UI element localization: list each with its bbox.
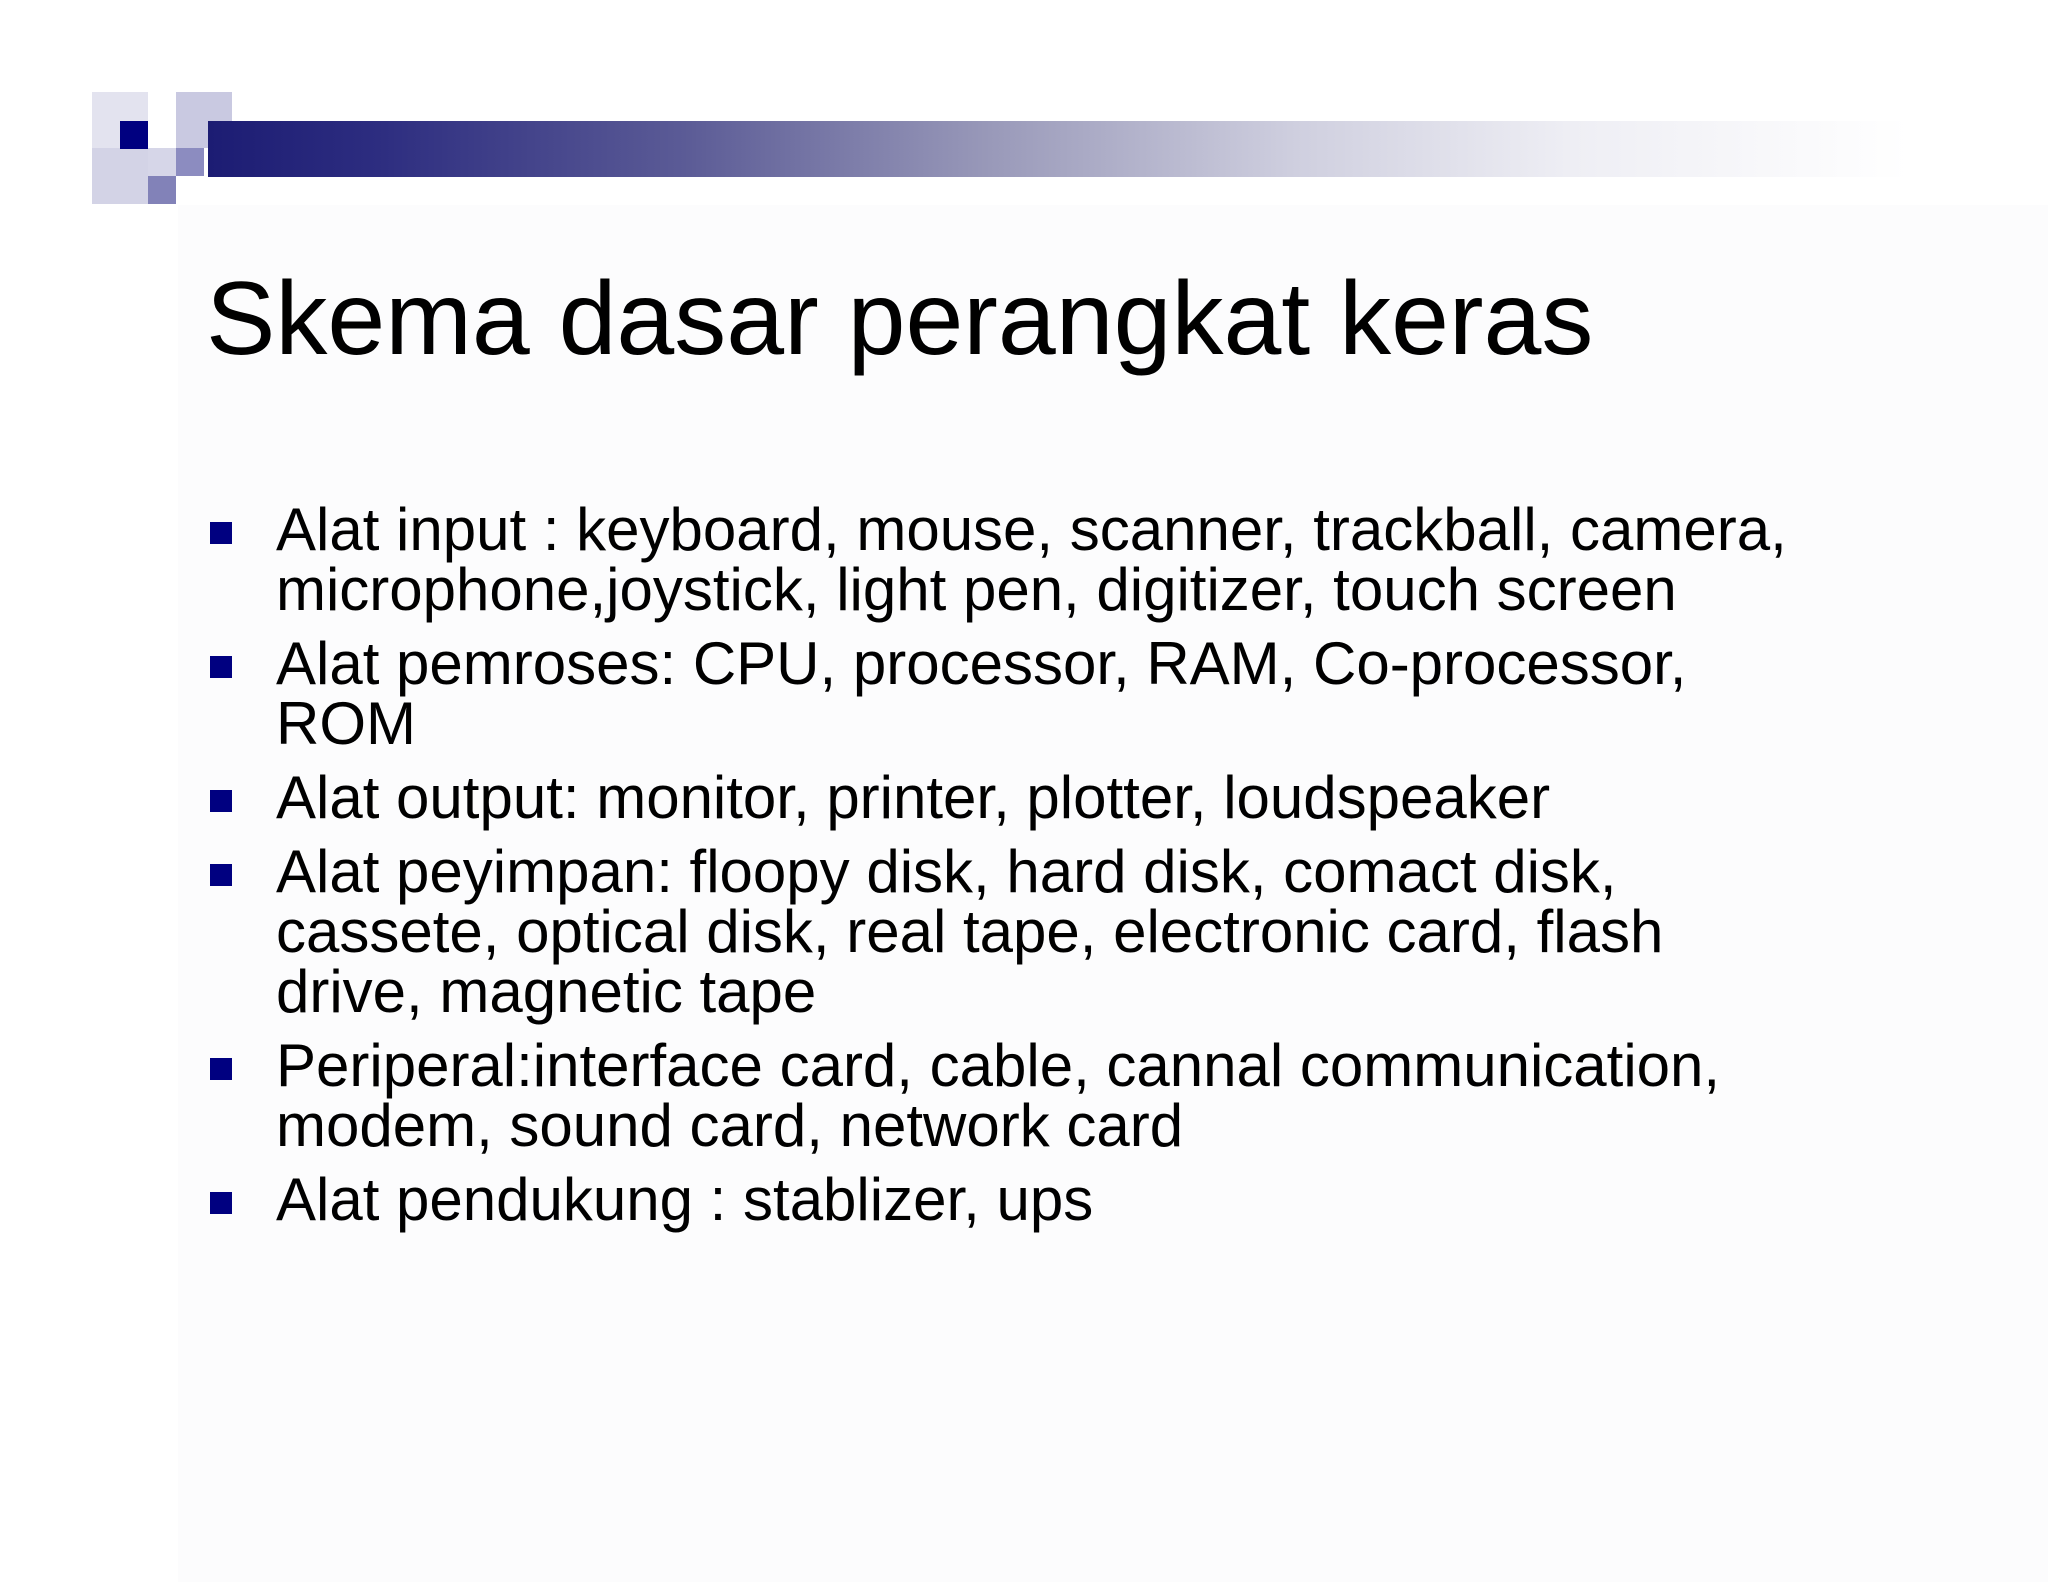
square-bullet-icon: [210, 656, 232, 678]
square-bullet-icon: [210, 1058, 232, 1080]
bullet-text-line: Alat output: monitor, printer, plotter, loudspeaker: [276, 764, 1551, 831]
bullet-text-line: cassete, optical disk, real tape, electronic card, flash: [276, 898, 1664, 965]
bullet-item-support: [208, 1166, 1928, 1233]
bullet-text-line: Alat peyimpan: floopy disk, hard disk, comact disk,: [276, 838, 1617, 905]
bullet-text-line: Alat pendukung : stablizer, ups: [276, 1166, 1094, 1233]
bullet-item-storage: [208, 838, 1928, 1025]
decorative-square: [176, 148, 204, 176]
header-gradient-bar: [208, 121, 1908, 177]
bullet-text-line: modem, sound card, network card: [276, 1092, 1184, 1159]
bullet-list: [208, 496, 1928, 1244]
bullet-item-output: [208, 764, 1928, 831]
square-bullet-icon: [210, 522, 232, 544]
bullet-text-line: Periperal:interface card, cable, cannal communication,: [276, 1032, 1721, 1099]
bullet-text-line: ROM: [276, 690, 416, 757]
bullet-item-processing: [208, 630, 1928, 757]
decorative-square: [92, 148, 148, 204]
bullet-text-line: drive, magnetic tape: [276, 958, 817, 1025]
slide-title: Skema dasar perangkat keras: [206, 261, 1594, 377]
bullet-text-line: microphone,joystick, light pen, digitizer, touch screen: [276, 556, 1677, 623]
decorative-square-accent: [120, 121, 148, 149]
bullet-item-input: [208, 496, 1928, 623]
bullet-item-peripheral: [208, 1032, 1928, 1159]
square-bullet-icon: [210, 790, 232, 812]
square-bullet-icon: [210, 1192, 232, 1214]
bullet-text-line: Alat input : keyboard, mouse, scanner, trackball, camera,: [276, 496, 1787, 563]
bullet-text-line: Alat pemroses: CPU, processor, RAM, Co-processor,: [276, 630, 1687, 697]
decorative-square: [148, 176, 176, 204]
square-bullet-icon: [210, 864, 232, 886]
